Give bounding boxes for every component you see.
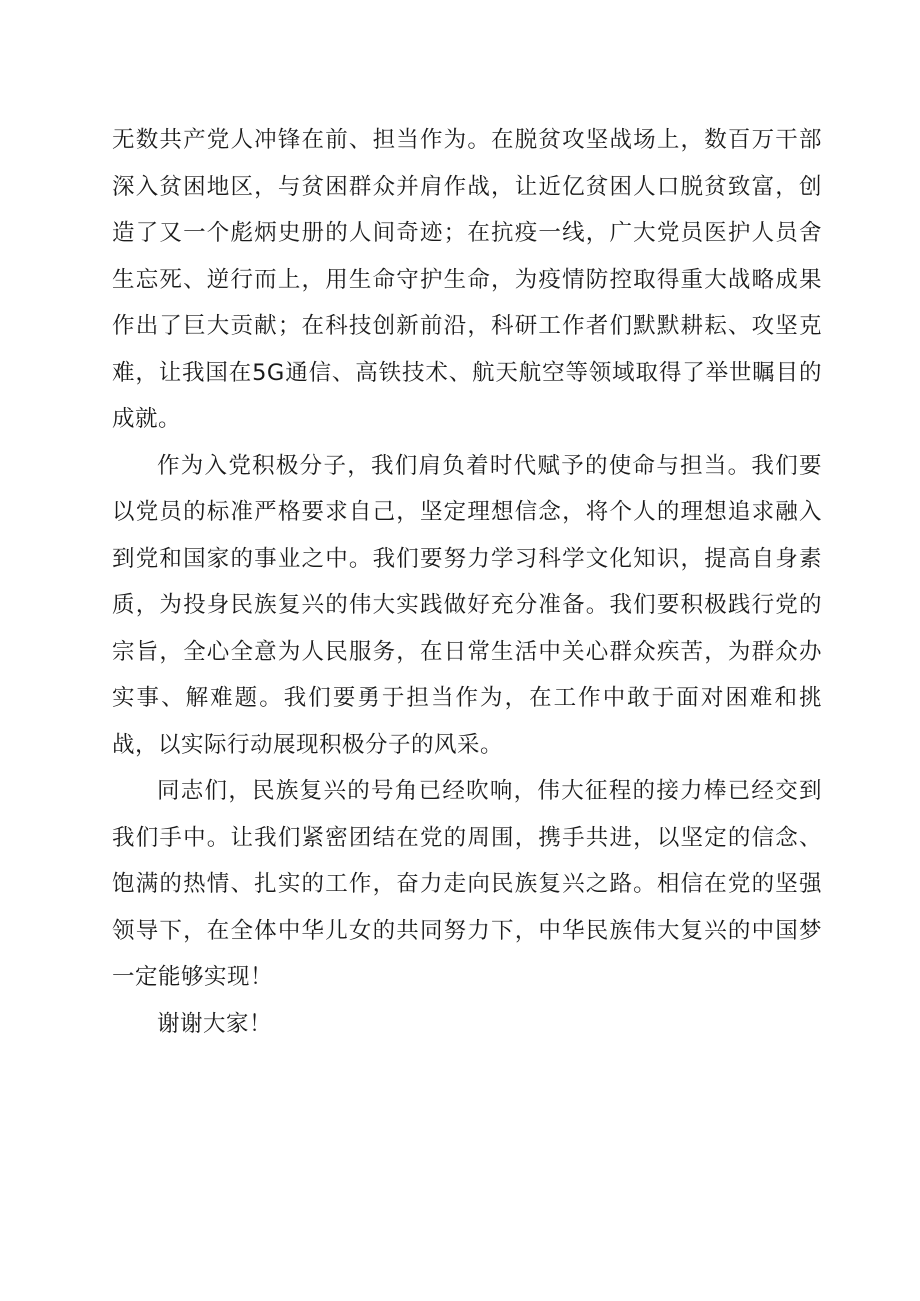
document-page — [112, 117, 822, 1047]
paragraph-thanks: 谢谢大家！ — [157, 1010, 273, 1037]
paragraph-call-to-action: 同志们，民族复兴的号角已经吹响，伟大征程的接力棒已经交到我们手中。让我们紧密团结在党的周围，携手共进，以坚定的信念、饱满的热情、扎实的工作，奋力走向民族复兴之路。相信在党的坚强领导下，在全体中华儿女的共同努力下，中华民族伟大复兴的中国梦一定能够实现！ — [112, 778, 822, 990]
paragraph-achievements: 无数共产党人冲锋在前、担当作为。在脱贫攻坚战场上，数百万干部深入贫困地区，与贫困群众并肩作战，让近亿贫困人口脱贫致富，创造了又一个彪炳史册的人间奇迹；在抗疫一线，广大党员医护人员舍生忘死、逆行而上，用生命守护生命，为疫情防控取得重大战略成果作出了巨大贡献；在科技创新前沿，科研工作者们默默耕耘、攻坚克难，让我国在5G通信、高铁技术、航天航空等领域取得了举世瞩目的成就。 — [112, 127, 822, 432]
paragraph-mission: 作为入党积极分子，我们肩负着时代赋予的使命与担当。我们要以党员的标准严格要求自己，坚定理想信念，将个人的理想追求融入到党和国家的事业之中。我们要努力学习科学文化知识，提高自身素质，为投身民族复兴的伟大实践做好充分准备。我们要积极践行党的宗旨，全心全意为人民服务，在日常生活中关心群众疾苦，为群众办实事、解难题。我们要勇于担当作为，在工作中敢于面对困难和挑战，以实际行动展现积极分子的风采。 — [112, 452, 822, 758]
